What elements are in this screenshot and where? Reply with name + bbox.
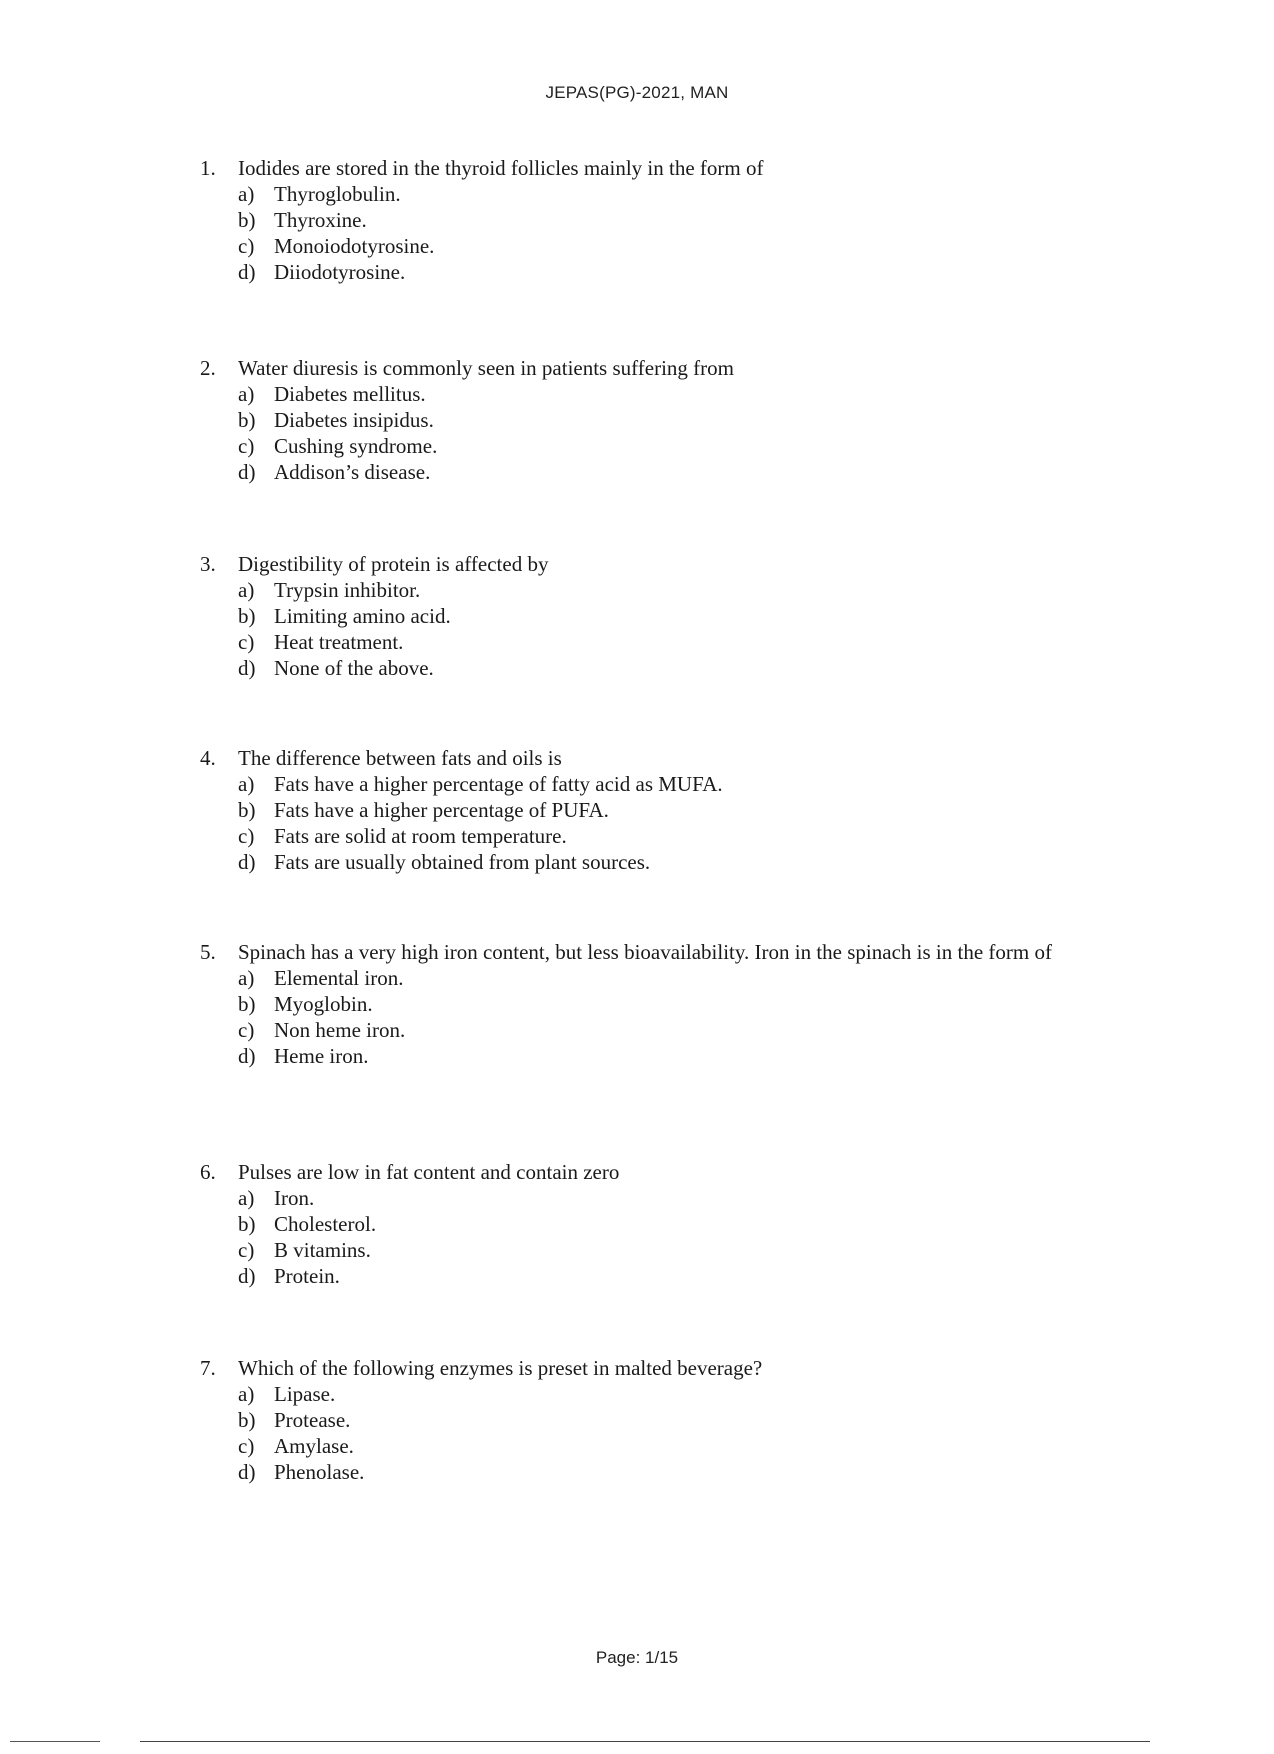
option-letter: c): [238, 1434, 255, 1458]
option-b: [200, 1407, 1100, 1433]
option-b: [200, 797, 1100, 823]
option-letter: c): [238, 630, 255, 654]
option-text: Diabetes insipidus.: [274, 408, 434, 432]
option-letter: b): [238, 208, 256, 232]
option-b: [200, 991, 1100, 1017]
option-d: [200, 655, 1100, 681]
question-stem: [200, 355, 1100, 381]
option-text: Diabetes mellitus.: [274, 382, 426, 406]
option-c: [200, 629, 1100, 655]
question-4: [200, 745, 1100, 875]
footer-rule: [140, 1741, 1150, 1742]
option-c: [200, 233, 1100, 259]
option-c: [200, 823, 1100, 849]
exam-title: JEPAS(PG)-2021, MAN: [545, 83, 729, 102]
option-text: None of the above.: [274, 656, 434, 680]
option-letter: d): [238, 656, 256, 680]
question-number: 4.: [200, 746, 216, 770]
question-number: 5.: [200, 940, 216, 964]
question-text: Pulses are low in fat content and contain zero: [238, 1160, 620, 1184]
option-a: [200, 181, 1100, 207]
option-a: [200, 577, 1100, 603]
question-5: [200, 939, 1100, 1069]
option-text: Amylase.: [274, 1434, 354, 1458]
question-number: 7.: [200, 1356, 216, 1380]
option-text: Protein.: [274, 1264, 340, 1288]
option-d: [200, 1263, 1100, 1289]
option-letter: b): [238, 408, 256, 432]
option-letter: a): [238, 578, 255, 602]
option-a: [200, 771, 1100, 797]
option-c: [200, 1433, 1100, 1459]
option-text: Fats have a higher percentage of PUFA.: [274, 798, 609, 822]
option-text: Limiting amino acid.: [274, 604, 451, 628]
question-text: Iodides are stored in the thyroid follicles mainly in the form of: [238, 156, 764, 180]
option-c: [200, 1017, 1100, 1043]
option-letter: d): [238, 260, 256, 284]
option-letter: d): [238, 460, 256, 484]
question-stem: [200, 155, 1100, 181]
option-list: [200, 181, 1100, 285]
question-text: Water diuresis is commonly seen in patients suffering from: [238, 356, 734, 380]
question-number: 3.: [200, 552, 216, 576]
option-letter: b): [238, 604, 256, 628]
question-1: [200, 155, 1100, 285]
option-text: Cholesterol.: [274, 1212, 377, 1236]
option-text: Cushing syndrome.: [274, 434, 438, 458]
option-d: [200, 259, 1100, 285]
option-text: Diiodotyrosine.: [274, 260, 406, 284]
option-d: [200, 1459, 1100, 1485]
option-a: [200, 965, 1100, 991]
option-letter: c): [238, 824, 255, 848]
option-list: [200, 965, 1100, 1069]
option-d: [200, 459, 1100, 485]
question-3: [200, 551, 1100, 681]
option-c: [200, 1237, 1100, 1263]
question-stem: [200, 1355, 1100, 1381]
option-text: Iron.: [274, 1186, 315, 1210]
option-list: [200, 1185, 1100, 1289]
question-stem: [200, 551, 1100, 577]
question-number: 1.: [200, 156, 216, 180]
option-letter: a): [238, 182, 255, 206]
page-number: Page: 1/15: [595, 1648, 679, 1667]
option-letter: c): [238, 1018, 255, 1042]
option-letter: c): [238, 234, 255, 258]
option-a: [200, 1381, 1100, 1407]
page-footer: [0, 1648, 1274, 1668]
option-letter: a): [238, 1382, 255, 1406]
question-text: Digestibility of protein is affected by: [238, 552, 549, 576]
option-letter: a): [238, 966, 255, 990]
option-letter: a): [238, 1186, 255, 1210]
question-text: Spinach has a very high iron content, but less bioavailability. Iron in the spinach is in the form of: [238, 940, 1052, 964]
option-letter: d): [238, 1460, 256, 1484]
option-text: Addison’s disease.: [274, 460, 431, 484]
option-letter: c): [238, 1238, 255, 1262]
question-2: [200, 355, 1100, 485]
option-text: Fats are solid at room temperature.: [274, 824, 567, 848]
option-b: [200, 207, 1100, 233]
question-stem: [200, 939, 1100, 965]
option-text: Fats have a higher percentage of fatty acid as MUFA.: [274, 772, 723, 796]
footer-rule-left: [10, 1741, 100, 1742]
option-text: Phenolase.: [274, 1460, 365, 1484]
option-letter: d): [238, 850, 256, 874]
option-letter: d): [238, 1264, 256, 1288]
option-letter: a): [238, 772, 255, 796]
question-stem: [200, 1159, 1100, 1185]
page-header: [0, 83, 1274, 103]
question-number: 2.: [200, 356, 216, 380]
option-text: Thyroglobulin.: [274, 182, 401, 206]
option-list: [200, 577, 1100, 681]
option-letter: b): [238, 798, 256, 822]
option-text: Elemental iron.: [274, 966, 404, 990]
option-letter: d): [238, 1044, 256, 1068]
option-d: [200, 1043, 1100, 1069]
option-letter: c): [238, 434, 255, 458]
question-text: Which of the following enzymes is preset in malted beverage?: [238, 1356, 763, 1380]
question-stem: [200, 745, 1100, 771]
option-list: [200, 771, 1100, 875]
option-text: Protease.: [274, 1408, 351, 1432]
option-a: [200, 1185, 1100, 1211]
option-letter: b): [238, 992, 256, 1016]
option-text: Heme iron.: [274, 1044, 369, 1068]
question-6: [200, 1159, 1100, 1289]
option-a: [200, 381, 1100, 407]
option-letter: b): [238, 1408, 256, 1432]
option-c: [200, 433, 1100, 459]
option-text: Thyroxine.: [274, 208, 367, 232]
option-text: Non heme iron.: [274, 1018, 406, 1042]
option-b: [200, 407, 1100, 433]
option-letter: b): [238, 1212, 256, 1236]
option-d: [200, 849, 1100, 875]
question-7: [200, 1355, 1100, 1485]
option-b: [200, 603, 1100, 629]
option-letter: a): [238, 382, 255, 406]
question-text: The difference between fats and oils is: [238, 746, 562, 770]
option-text: Myoglobin.: [274, 992, 373, 1016]
option-text: Lipase.: [274, 1382, 336, 1406]
option-text: Monoiodotyrosine.: [274, 234, 435, 258]
option-text: Heat treatment.: [274, 630, 404, 654]
question-number: 6.: [200, 1160, 216, 1184]
option-text: B vitamins.: [274, 1238, 371, 1262]
option-list: [200, 1381, 1100, 1485]
option-list: [200, 381, 1100, 485]
option-b: [200, 1211, 1100, 1237]
option-text: Fats are usually obtained from plant sources.: [274, 850, 651, 874]
option-text: Trypsin inhibitor.: [274, 578, 421, 602]
